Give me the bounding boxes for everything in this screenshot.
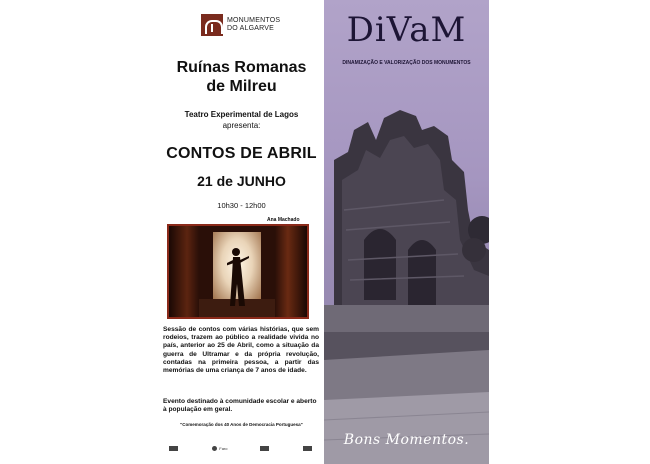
sponsor-faro-text: Faro — [219, 446, 228, 451]
sponsor-mark-icon — [303, 446, 312, 451]
curtain-right — [275, 226, 307, 317]
performer-silhouette — [227, 246, 249, 308]
monument-arch-icon — [201, 14, 223, 36]
curtain-left — [169, 226, 199, 317]
theatre-company: Teatro Experimental de Lagos — [184, 110, 299, 119]
sponsor-logo-3 — [260, 446, 271, 451]
performance-photo — [167, 224, 309, 319]
presents-label: apresenta: — [222, 121, 261, 130]
roman-ruins-photo — [324, 100, 489, 464]
show-title: CONTOS DE ABRIL — [166, 145, 317, 162]
event-date: 21 de JUNHO — [197, 173, 286, 189]
sponsor-mark-icon — [260, 446, 269, 451]
event-poster — [159, 0, 489, 464]
event-time: 10h30 - 12h00 — [217, 201, 266, 210]
sponsor-logos — [169, 446, 314, 451]
logo-line-2: DO ALGARVE — [227, 25, 275, 32]
venue-line-2: de Milreu — [206, 78, 277, 95]
monumentos-logo — [201, 14, 280, 36]
faro-mark-icon — [212, 446, 217, 451]
venue-title — [159, 58, 324, 96]
poster-info-column — [159, 0, 324, 464]
venue-line-1: Ruínas Romanas — [176, 59, 307, 76]
sponsor-mark-icon — [169, 446, 178, 451]
event-description: Sessão de contos com várias histórias, que sem rodeios, trazem ao público a realidade vivida no país, anterior ao 25 de Abril, como a situação da guerra de Ultramar e da própria revolução, contadas na primeira pessoa, a partir das memórias de uma criança de 7 anos de idade. — [163, 326, 319, 375]
commemoration-note: "Comemoração dos 40 Anos de Democracia Portuguesa" — [180, 422, 303, 427]
audience-note: Evento destinado à comunidade escolar e aberto à população em geral. — [163, 398, 317, 414]
divam-subtitle: DINAMIZAÇÃO E VALORIZAÇÃO DOS MONUMENTOS — [342, 60, 471, 66]
logo-text — [227, 17, 280, 33]
divam-panel — [324, 0, 489, 464]
sponsor-logo-1 — [169, 446, 180, 451]
slogan: Bons Momentos. — [343, 432, 470, 448]
sponsor-logo-4 — [303, 446, 314, 451]
sponsor-logo-faro — [212, 446, 227, 451]
photo-credit: Ana Machado — [267, 217, 300, 223]
logo-line-1: MONUMENTOS — [227, 17, 281, 24]
divam-logo: DiVaM — [346, 10, 467, 50]
